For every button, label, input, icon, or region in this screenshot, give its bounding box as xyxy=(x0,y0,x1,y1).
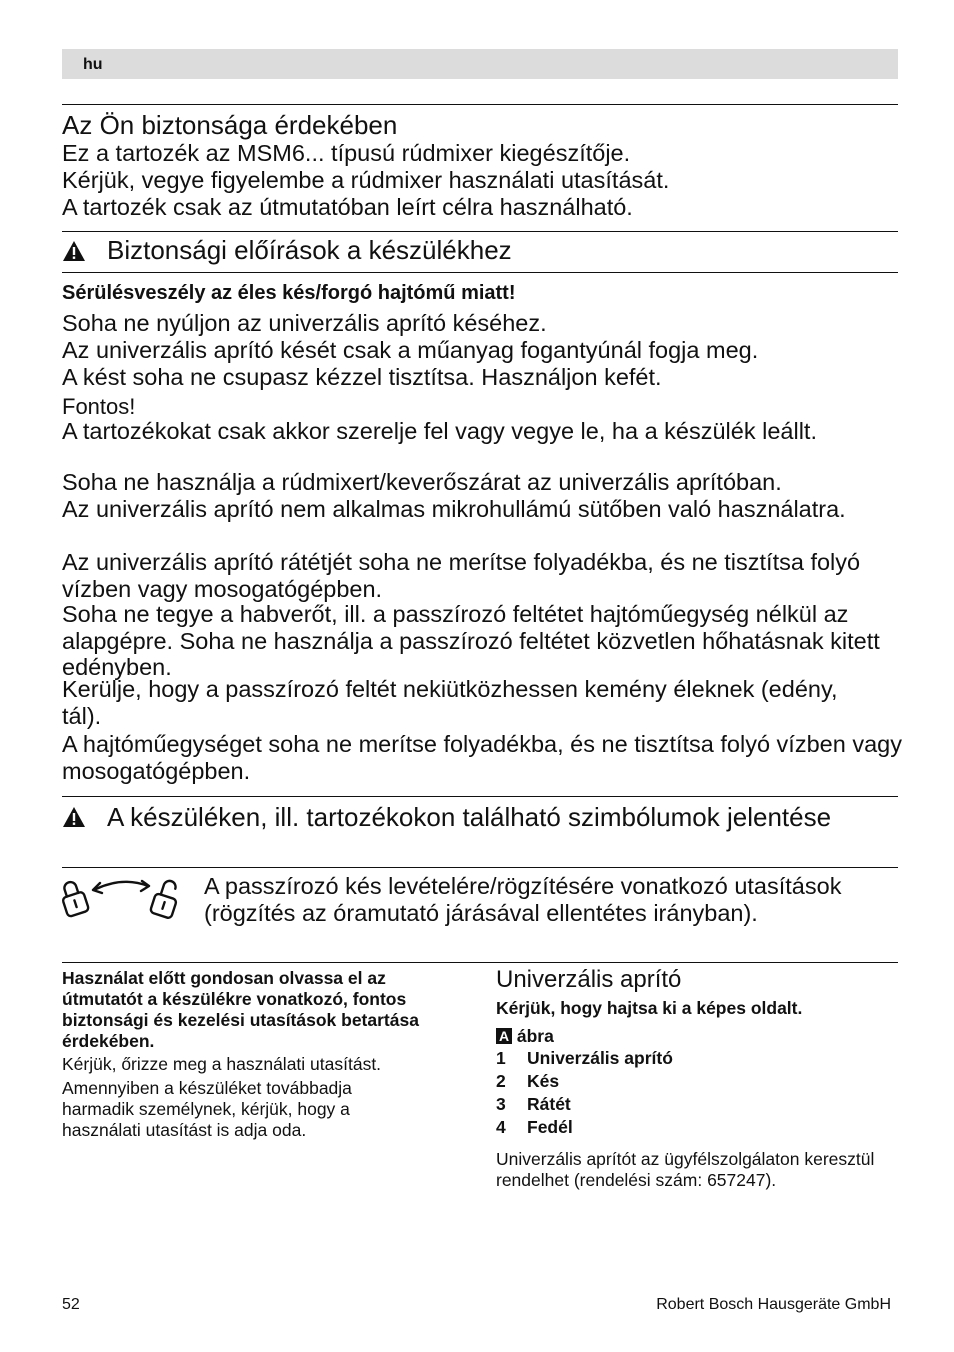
language-tag: hu xyxy=(83,56,103,73)
pass-on-note: Amennyiben a készüléket továbbadja harmadik személynek, kérjük, hogy a használati utasítást is adja oda. xyxy=(62,1078,352,1140)
figure-text: ábra xyxy=(516,1026,554,1046)
divider xyxy=(62,796,898,797)
intro-line: Ez a tartozék az MSM6... típusú rúdmixer kiegészítője. xyxy=(62,140,631,166)
list-item: 4 Fedél xyxy=(496,1117,573,1137)
list-item: 3 Rátét xyxy=(496,1094,571,1114)
product-title: Univerzális aprító xyxy=(496,966,682,993)
warning-triangle-icon xyxy=(62,806,86,828)
safety-paragraph: Kerülje, hogy a passzírozó feltét nekiütközhessen kemény éleknek (edény, tál). xyxy=(62,676,838,729)
warning-triangle-icon xyxy=(62,240,86,262)
symbol-description: A passzírozó kés levételére/rögzítésére vonatkozó utasítások (rögzítés az óramutató járásával ellentétes irányban). xyxy=(204,873,842,926)
footer-company: Robert Bosch Hausgeräte GmbH xyxy=(656,1296,891,1313)
safety-line: Soha ne nyúljon az univerzális aprító késéhez. xyxy=(62,310,547,336)
figure-label-box: A xyxy=(496,1028,512,1044)
keep-manual-note: Kérjük, őrizze meg a használati utasítást. xyxy=(62,1054,382,1074)
important-label: Fontos! xyxy=(62,394,136,419)
divider xyxy=(62,272,898,273)
divider xyxy=(62,231,898,232)
safety-line: Az univerzális aprító kését csak a műanyag fogantyúnál fogja meg. xyxy=(62,337,759,363)
safety-paragraph: A tartozékokat csak akkor szerelje fel vagy vegye le, ha a készülék leállt. xyxy=(62,418,817,444)
section-title-symbols: A készüléken, ill. tartozékokon található szimbólumok jelentése xyxy=(107,802,832,832)
divider xyxy=(62,867,898,868)
figure-reference xyxy=(496,1026,554,1047)
intro-line: Kérjük, vegye figyelembe a rúdmixer használati utasítását. xyxy=(62,167,670,193)
language-bar xyxy=(62,49,898,79)
section-title-safety: Az Ön biztonsága érdekében xyxy=(62,110,398,140)
divider xyxy=(62,104,898,105)
section-title-safety-rules: Biztonsági előírások a készülékhez xyxy=(107,235,512,265)
fold-out-note: Kérjük, hogy hajtsa ki a képes oldalt. xyxy=(496,998,803,1018)
order-note: Univerzális aprítót az ügyfélszolgálaton keresztül rendelhet (rendelési szám: 657247). xyxy=(496,1149,875,1190)
safety-paragraph: Soha ne használja a rúdmixert/keverőszárat az univerzális aprítóban. xyxy=(62,469,782,495)
lock-unlock-rotate-icon xyxy=(60,872,184,927)
intro-line: A tartozék csak az útmutatóban leírt célra használható. xyxy=(62,194,633,220)
read-manual-note: Használat előtt gondosan olvassa el az útmutatót a készülékre vonatkozó, fontos biztonsági és kezelési utasítások betartása érdekében. xyxy=(62,968,419,1051)
safety-paragraph: Az univerzális aprító rátétjét soha ne merítse folyadékba, és ne tisztítsa folyó vízben vagy mosogatógépben. xyxy=(62,549,861,602)
list-item: 2 Kés xyxy=(496,1071,560,1091)
list-item: 1 Univerzális aprító xyxy=(496,1048,673,1068)
safety-paragraph: Az univerzális aprító nem alkalmas mikrohullámú sütőben való használatra. xyxy=(62,496,846,522)
safety-paragraph: A hajtóműegységet soha ne merítse folyadékba, és ne tisztítsa folyó vízben vagy mosogatógépben. xyxy=(62,731,902,784)
safety-line: A kést soha ne csupasz kézzel tisztítsa. Használjon kefét. xyxy=(62,364,662,390)
divider xyxy=(62,962,898,963)
warning-heading: Sérülésveszély az éles kés/forgó hajtómű miatt! xyxy=(62,282,516,304)
page-number: 52 xyxy=(62,1296,80,1313)
safety-paragraph: Soha ne tegye a habverőt, ill. a passzírozó feltétet hajtóműegység nélkül az alapgépre. Soha ne használja a passzírozó feltétet közvetlen hőhatásnak kitett edényben. xyxy=(62,601,880,680)
